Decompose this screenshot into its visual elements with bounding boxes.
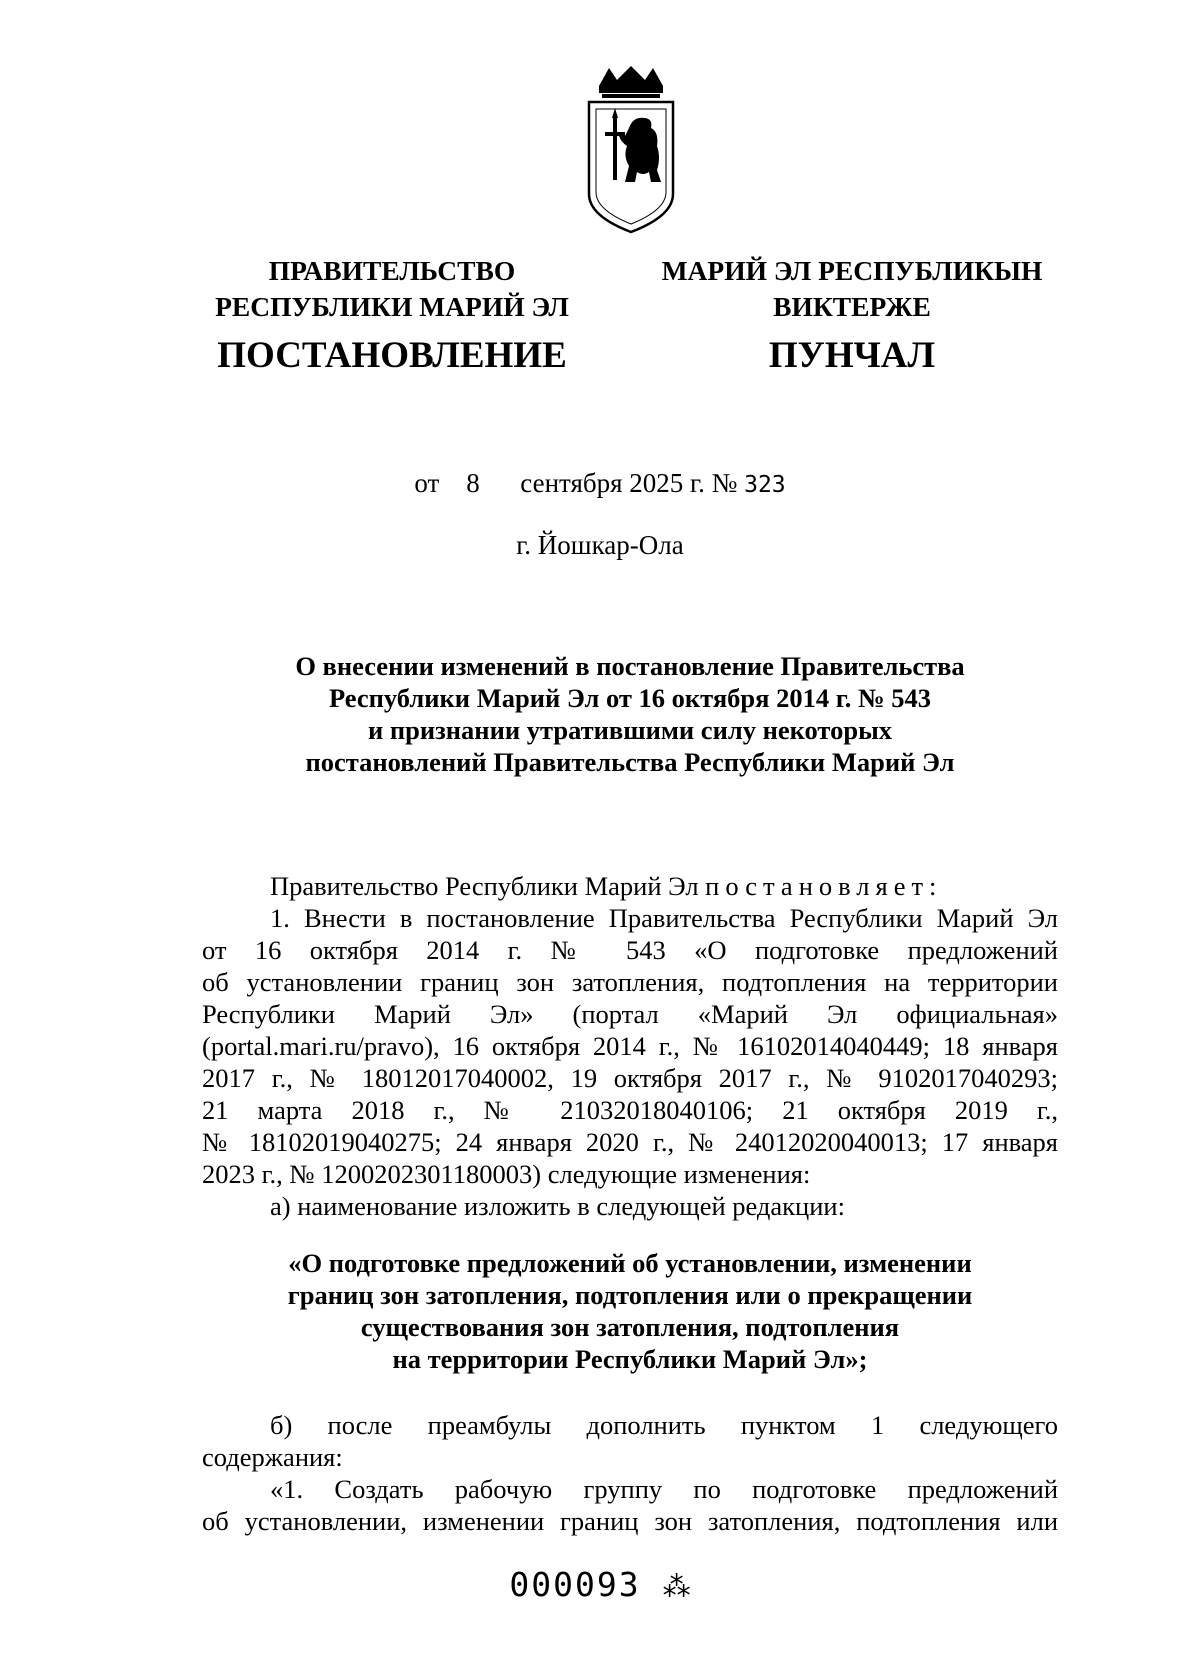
header-left-line1: ПРАВИТЕЛЬСТВО [268, 255, 516, 286]
item-b-line1: б) после преамбулы дополнить пунктом 1 следующего [270, 1410, 1058, 1440]
title-line: О внесении изменений в постановление Правительства [295, 651, 965, 681]
quote-line: существования зон затопления, подтопления [360, 1312, 900, 1342]
intro-suffix: : [929, 871, 937, 901]
document-body-continued [202, 1409, 1058, 1537]
item1-line: (portal.mari.ru/pravo), 16 октября 2014 г., № 16102014040449; 18 января [202, 1031, 1058, 1061]
intro-prefix: Правительство Республики Марий Эл [270, 871, 699, 901]
serial-number: 000093 [509, 1565, 641, 1604]
item1-line: от 16 октября 2014 г. № 543 «О подготовке предложений [202, 935, 1058, 965]
new-item1-line1: «1. Создать рабочую группу по подготовке предложений [270, 1474, 1058, 1504]
item1-last-line: 2023 г., № 1200202301180003) следующие изменения: [202, 1159, 811, 1189]
date-day: 8 [466, 468, 480, 498]
coat-of-arms-mari-el-icon [583, 66, 679, 236]
title-line: Республики Марий Эл от 16 октября 2014 г. № 543 [328, 683, 932, 713]
date-line [0, 468, 1200, 499]
serial-mark: ⁂ [662, 1570, 691, 1603]
item1-line: 2017 г., № 18012017040002, 19 октября 2017 г., № 9102017040293; [202, 1063, 1058, 1093]
quote-line: границ зон затопления, подтопления или о прекращении [287, 1280, 973, 1310]
title-line: и признании утратившими силу некоторых [367, 715, 893, 745]
header-right [636, 253, 1068, 325]
intro-spaced: постановляет [705, 871, 930, 901]
quote-line: «О подготовке предложений об установлении, изменении [288, 1248, 972, 1278]
new-title-quote [190, 1247, 1070, 1375]
header-right-line1: МАРИЙ ЭЛ РЕСПУБЛИКЫН [661, 255, 1043, 286]
item-a: а) наименование изложить в следующей редакции: [270, 1191, 845, 1221]
new-item1-line2: об установлении, изменении границ зон затопления, подтопления или [202, 1506, 1058, 1536]
date-prefix: от [414, 468, 440, 498]
page-serial [0, 1565, 1200, 1604]
title-line: постановлений Правительства Республики Марий Эл [305, 747, 955, 777]
item1-line: 1. Внести в постановление Правительства Республики Марий Эл [270, 903, 1058, 933]
item1-line: Республики Марий Эл» (портал «Марий Эл официальная» [202, 999, 1058, 1029]
city: г. Йошкар-Ола [516, 530, 684, 560]
item1-line: № 18102019040275; 24 января 2020 г., № 24012020040013; 17 января [202, 1127, 1058, 1157]
item1-line: об установлении границ зон затопления, подтопления на территории [202, 967, 1058, 997]
coat-of-arms-emblem [583, 66, 679, 236]
doctype-left: ПОСТАНОВЛЕНИЕ [217, 335, 567, 376]
intro-paragraph [202, 870, 1058, 902]
document-body [202, 870, 1058, 1222]
item-b-line2: содержания: [202, 1442, 343, 1472]
item1-line: 21 марта 2018 г., № 21032018040106; 21 октября 2019 г., [202, 1095, 1058, 1125]
document-title [190, 650, 1070, 778]
header-left [192, 253, 592, 325]
quote-line: на территории Республики Марий Эл»; [392, 1344, 868, 1374]
document-number: 323 [744, 472, 786, 498]
header-left-line2: РЕСПУБЛИКИ МАРИЙ ЭЛ [215, 291, 569, 322]
header-right-line2: ВИКТЕРЖЕ [773, 291, 931, 322]
doctype-right: ПУНЧАЛ [768, 335, 936, 376]
date-month-year: сентября 2025 г. № [520, 468, 738, 498]
